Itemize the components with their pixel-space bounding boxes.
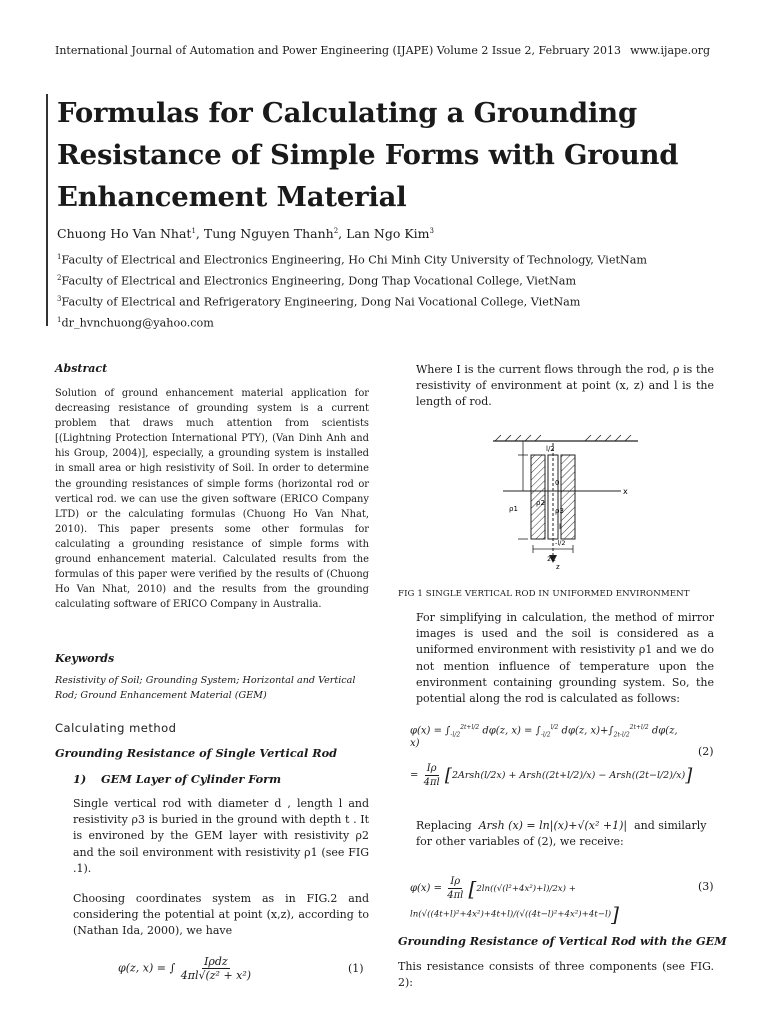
title-accent-bar	[46, 94, 48, 326]
figure-label-top: l/2	[546, 445, 555, 453]
subsubsection-heading: 1) GEM Layer of Cylinder Form	[73, 772, 282, 786]
contact-email: $^1$dr_hvnchuong@yahoo.com	[57, 316, 214, 330]
keywords-heading: Keywords	[55, 652, 115, 665]
equation-3: φ(x) = $\frac{I\rho}{4\pi l}$ [2ln((√(l²+4x²)+l)/2x) + ln(√((4t+l)²+4x²)+4t+l)/(√((4t−l)²+4x²)+4t−l)]	[410, 876, 619, 926]
paragraph-mirror-images: For simplifying in calculation, the method of mirror images is used and the soil is considered as a uniformed environment with resistivity ρ1 and we do not mention influence of temperature upon the environment containing grounding system. So, the potential along the rod is calculated as follows:	[416, 611, 714, 706]
author-affiliation-mark: 3	[429, 226, 434, 235]
abstract-text: Solution of ground enhancement material application for decreasing resistance of grounding system is a current problem that draws much attention from scientists [(Lightning Protection International PTY), (Van Dinh Anh and his Group, 2004)], especially, a grounding system is installed in small area or high resistivity of Soil. In order to determine the grounding resistances of simple forms (horizontal rod or vertical rod. we can use the given software (ERICO Company LTD) or the calculating formulas (Chuong Ho Van Nhat, 2010). This paper presents some other formulas for calculating a grounding resistance of simple forms with ground enhancement material. Calculated results from the formulas of this paper were verified by the results of (Chuong Ho Van Nhat, 2010) and the results from the grounding calculating software of ERICO Company in Australia.	[55, 388, 369, 611]
paragraph-coordinates: Choosing coordinates system as in FIG.2 and considering the potential at point (x,z), according to (Nathan Ida, 2000), we have	[73, 892, 369, 938]
abstract-heading: Abstract	[55, 362, 108, 375]
section-heading: Calculating method	[55, 721, 177, 735]
paper-title: Formulas for Calculating a Grounding Resistance of Simple Forms with Ground Enhancement Material	[57, 97, 679, 213]
paragraph-where: Where I is the current flows through the rod, ρ is the resistivity of environment at point (x, z) and l is the length of rod.	[416, 363, 714, 409]
affiliation-3: $^3$Faculty of Electrical and Refrigeratory Engineering, Dong Nai Vocational College, VietNam	[57, 295, 581, 309]
equation-2-line-2: = $\frac{I\rho}{4\pi l}$ [2Arsh(l/2x) + Arsh((2t+l/2)/x) − Arsh((2t−l/2)/x)]	[410, 763, 693, 788]
figure-label-zero: 0	[555, 479, 560, 487]
journal-website: www.ijape.org	[630, 44, 710, 57]
subsection-heading-gem: Grounding Resistance of Vertical Rod with the GEM	[398, 934, 727, 948]
figure-caption: FIG 1 SINGLE VERTICAL ROD IN UNIFORMED ENVIRONMENT	[398, 589, 690, 599]
figure-label-rho2: ρ2	[536, 499, 545, 507]
figure-label-d: 2C	[547, 555, 556, 563]
paragraph-rod-description: Single vertical rod with diameter d , length l and resistivity ρ3 is buried in the ground with depth t . It is environed by the GEM layer with resistivity ρ2 and the soil environment with resistivity ρ1 (see FIG .1).	[73, 797, 369, 875]
affiliation-2: $^2$Faculty of Electrical and Electronics Engineering, Dong Thap Vocational College, VietNam	[57, 274, 577, 288]
author-name: Lan Ngo Kim	[346, 226, 430, 241]
equation-1-number: (1)	[348, 962, 364, 975]
author-name: Chuong Ho Van Nhat	[57, 226, 192, 241]
figure-label-lbot: -l/2	[555, 539, 566, 547]
figure-label-rho3: ρ3	[555, 507, 564, 515]
equation-1: φ(z, x) = ∫ $\frac{\text{Iρdz}}{\text{4πl√(z² + x²)}}$	[118, 955, 252, 982]
equation-3-number: (3)	[698, 880, 714, 893]
paragraph-replacing: Replacing Arsh (x) = ln|(x)+√(x² +1)| and similarly for other variables of (2), we receive:	[416, 819, 707, 849]
figure-vertical-rod	[493, 433, 653, 571]
figure-label-l: l	[559, 523, 561, 531]
figure-label-rho1: ρ1	[509, 505, 518, 513]
journal-info: International Journal of Automation and Power Engineering (IJAPE) Volume 2 Issue 2, February 2013	[55, 44, 621, 57]
affiliation-1: $^1$Faculty of Electrical and Electronics Engineering, Ho Chi Minh City University of Technology, VietNam	[57, 253, 648, 267]
author-affiliation-mark: 1	[191, 226, 196, 235]
running-header	[55, 44, 710, 57]
author-name: Tung Nguyen Thanh	[203, 226, 334, 241]
figure-label-x: x	[623, 487, 628, 496]
equation-2-line-1: $\varphi(x) = \int_{-l/2}^{2t+l/2}$ dφ(z, $x) = \int_{-l/2}^{l/2}$ dφ(z, $x)+\int_{2t-l/2}^{2t+l/2}$ dφ(z, x)	[410, 724, 678, 750]
author-list: Chuong Ho Van Nhat$^1$, Tung Nguyen Thanh$^2$, Lan Ngo Kim$^3$	[57, 226, 434, 241]
figure-label-z: z	[556, 563, 560, 571]
paragraph-three-components: This resistance consists of three components (see FIG. 2):	[398, 960, 714, 990]
keywords-text: Resistivity of Soil; Grounding System; Horizontal and Vertical Rod; Ground Enhancement Material (GEM)	[55, 675, 356, 701]
subsection-heading: Grounding Resistance of Single Vertical Rod	[55, 746, 338, 760]
equation-2-number: (2)	[698, 745, 714, 758]
author-affiliation-mark: 2	[333, 226, 339, 235]
